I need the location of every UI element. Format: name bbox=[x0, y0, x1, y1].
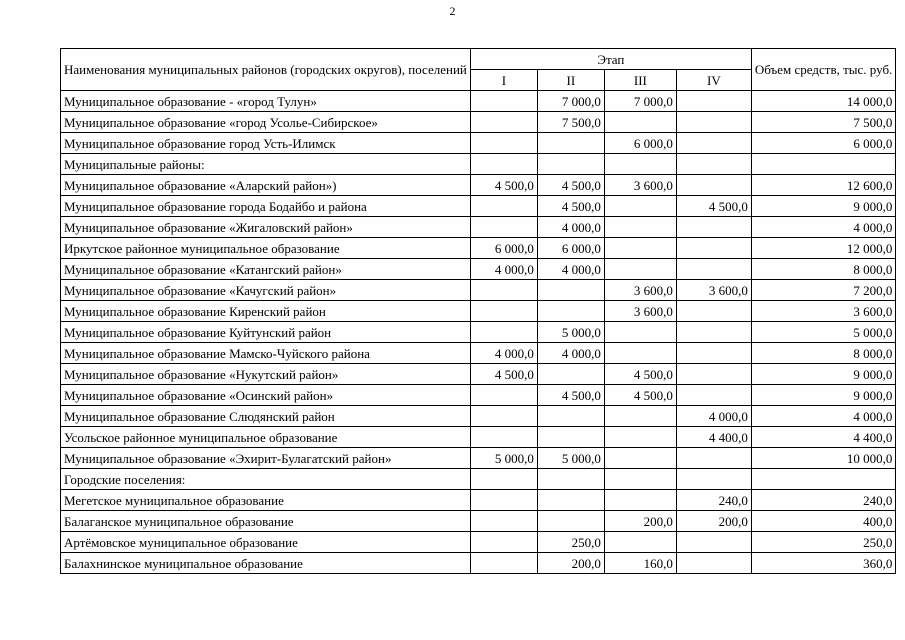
row-name-cell: Муниципальные районы: bbox=[61, 154, 471, 175]
header-stage-4: IV bbox=[676, 70, 751, 91]
stage-1-cell bbox=[470, 532, 537, 553]
stage-1-cell: 4 500,0 bbox=[470, 175, 537, 196]
page-number: 2 bbox=[449, 4, 456, 18]
stage-1-cell bbox=[470, 511, 537, 532]
table-row bbox=[61, 238, 896, 259]
table-row bbox=[61, 511, 896, 532]
stage-1-cell: 4 000,0 bbox=[470, 259, 537, 280]
stage-2-cell: 6 000,0 bbox=[537, 238, 604, 259]
stage-4-cell bbox=[676, 112, 751, 133]
stage-4-cell: 4 400,0 bbox=[676, 427, 751, 448]
stage-4-cell bbox=[676, 322, 751, 343]
row-name-cell: Муниципальное образование города Бодайбо и района bbox=[61, 196, 471, 217]
table-row bbox=[61, 91, 896, 112]
table-row bbox=[61, 469, 896, 490]
stage-3-cell bbox=[604, 238, 676, 259]
stage-3-cell bbox=[604, 448, 676, 469]
stage-2-cell bbox=[537, 511, 604, 532]
stage-2-cell: 4 000,0 bbox=[537, 217, 604, 238]
row-name-cell: Балахнинское муниципальное образование bbox=[61, 553, 471, 574]
stage-3-cell bbox=[604, 196, 676, 217]
row-name-cell: Муниципальное образование «Осинский район» bbox=[61, 385, 471, 406]
stage-4-cell bbox=[676, 448, 751, 469]
stage-2-cell bbox=[537, 301, 604, 322]
total-cell: 360,0 bbox=[751, 553, 895, 574]
table-row bbox=[61, 322, 896, 343]
stage-1-cell bbox=[470, 217, 537, 238]
stage-1-cell bbox=[470, 112, 537, 133]
total-cell: 9 000,0 bbox=[751, 196, 895, 217]
stage-4-cell: 240,0 bbox=[676, 490, 751, 511]
stage-4-cell bbox=[676, 385, 751, 406]
stage-4-cell: 4 500,0 bbox=[676, 196, 751, 217]
header-name: Наименования муниципальных районов (городских округов), поселений bbox=[61, 49, 471, 91]
table-row bbox=[61, 301, 896, 322]
stage-2-cell bbox=[537, 490, 604, 511]
total-cell: 9 000,0 bbox=[751, 385, 895, 406]
table-row bbox=[61, 259, 896, 280]
row-name-cell: Муниципальное образование Слюдянский район bbox=[61, 406, 471, 427]
stage-4-cell bbox=[676, 469, 751, 490]
row-name-cell: Муниципальное образование «город Усолье-Сибирское» bbox=[61, 112, 471, 133]
budget-table bbox=[60, 48, 896, 574]
stage-2-cell: 7 000,0 bbox=[537, 91, 604, 112]
total-cell: 7 500,0 bbox=[751, 112, 895, 133]
stage-3-cell: 4 500,0 bbox=[604, 364, 676, 385]
header-stage-1: I bbox=[470, 70, 537, 91]
stage-1-cell bbox=[470, 196, 537, 217]
stage-4-cell: 3 600,0 bbox=[676, 280, 751, 301]
total-cell: 8 000,0 bbox=[751, 343, 895, 364]
stage-4-cell: 200,0 bbox=[676, 511, 751, 532]
stage-4-cell bbox=[676, 133, 751, 154]
total-cell: 240,0 bbox=[751, 490, 895, 511]
table-row bbox=[61, 343, 896, 364]
header-volume: Объем средств, тыс. руб. bbox=[751, 49, 895, 91]
table-row bbox=[61, 385, 896, 406]
row-name-cell: Муниципальное образование «Эхирит-Булагатский район» bbox=[61, 448, 471, 469]
stage-3-cell: 3 600,0 bbox=[604, 301, 676, 322]
stage-4-cell bbox=[676, 175, 751, 196]
stage-4-cell: 4 000,0 bbox=[676, 406, 751, 427]
stage-3-cell: 200,0 bbox=[604, 511, 676, 532]
total-cell: 4 000,0 bbox=[751, 406, 895, 427]
table-row bbox=[61, 133, 896, 154]
table-row bbox=[61, 532, 896, 553]
stage-4-cell bbox=[676, 154, 751, 175]
stage-1-cell bbox=[470, 406, 537, 427]
row-name-cell: Муниципальное образование «Жигаловский район» bbox=[61, 217, 471, 238]
header-stage-3: III bbox=[604, 70, 676, 91]
row-name-cell: Муниципальное образование «Катангский район» bbox=[61, 259, 471, 280]
stage-2-cell: 7 500,0 bbox=[537, 112, 604, 133]
stage-3-cell bbox=[604, 154, 676, 175]
table-row bbox=[61, 553, 896, 574]
table-row bbox=[61, 196, 896, 217]
stage-1-cell: 6 000,0 bbox=[470, 238, 537, 259]
stage-1-cell bbox=[470, 553, 537, 574]
total-cell: 14 000,0 bbox=[751, 91, 895, 112]
stage-3-cell bbox=[604, 259, 676, 280]
row-name-cell: Иркутское районное муниципальное образование bbox=[61, 238, 471, 259]
row-name-cell: Муниципальное образование «Аларский район») bbox=[61, 175, 471, 196]
table-row bbox=[61, 427, 896, 448]
row-name-cell: Муниципальное образование «Нукутский район» bbox=[61, 364, 471, 385]
table-row bbox=[61, 217, 896, 238]
stage-1-cell: 5 000,0 bbox=[470, 448, 537, 469]
stage-3-cell: 4 500,0 bbox=[604, 385, 676, 406]
row-name-cell: Муниципальное образование Мамско-Чуйского района bbox=[61, 343, 471, 364]
stage-3-cell: 6 000,0 bbox=[604, 133, 676, 154]
total-cell: 6 000,0 bbox=[751, 133, 895, 154]
stage-2-cell: 4 500,0 bbox=[537, 196, 604, 217]
total-cell: 4 400,0 bbox=[751, 427, 895, 448]
row-name-cell: Муниципальное образование Куйтунский район bbox=[61, 322, 471, 343]
stage-4-cell bbox=[676, 343, 751, 364]
stage-4-cell bbox=[676, 238, 751, 259]
total-cell: 10 000,0 bbox=[751, 448, 895, 469]
stage-2-cell bbox=[537, 280, 604, 301]
total-cell: 12 600,0 bbox=[751, 175, 895, 196]
total-cell: 9 000,0 bbox=[751, 364, 895, 385]
stage-1-cell bbox=[470, 154, 537, 175]
table-row bbox=[61, 448, 896, 469]
stage-2-cell bbox=[537, 364, 604, 385]
stage-3-cell bbox=[604, 217, 676, 238]
stage-1-cell bbox=[470, 490, 537, 511]
stage-3-cell bbox=[604, 469, 676, 490]
table-row bbox=[61, 364, 896, 385]
stage-2-cell: 200,0 bbox=[537, 553, 604, 574]
row-name-cell: Муниципальное образование город Усть-Илимск bbox=[61, 133, 471, 154]
total-cell: 5 000,0 bbox=[751, 322, 895, 343]
stage-1-cell: 4 000,0 bbox=[470, 343, 537, 364]
stage-4-cell bbox=[676, 553, 751, 574]
stage-2-cell bbox=[537, 133, 604, 154]
stage-3-cell: 3 600,0 bbox=[604, 280, 676, 301]
row-name-cell: Городские поселения: bbox=[61, 469, 471, 490]
stage-2-cell: 4 500,0 bbox=[537, 175, 604, 196]
table-row bbox=[61, 112, 896, 133]
stage-1-cell: 4 500,0 bbox=[470, 364, 537, 385]
header-stage: Этап bbox=[470, 49, 751, 70]
stage-2-cell bbox=[537, 154, 604, 175]
total-cell bbox=[751, 154, 895, 175]
stage-2-cell: 5 000,0 bbox=[537, 448, 604, 469]
row-name-cell: Муниципальное образование «Качугский район» bbox=[61, 280, 471, 301]
stage-3-cell: 7 000,0 bbox=[604, 91, 676, 112]
stage-3-cell bbox=[604, 427, 676, 448]
stage-4-cell bbox=[676, 301, 751, 322]
stage-3-cell bbox=[604, 406, 676, 427]
stage-1-cell bbox=[470, 469, 537, 490]
total-cell: 250,0 bbox=[751, 532, 895, 553]
table-row bbox=[61, 154, 896, 175]
stage-2-cell bbox=[537, 406, 604, 427]
stage-2-cell bbox=[537, 469, 604, 490]
table-row bbox=[61, 280, 896, 301]
stage-3-cell bbox=[604, 343, 676, 364]
stage-4-cell bbox=[676, 532, 751, 553]
stage-1-cell bbox=[470, 133, 537, 154]
stage-2-cell: 4 000,0 bbox=[537, 259, 604, 280]
total-cell: 4 000,0 bbox=[751, 217, 895, 238]
stage-4-cell bbox=[676, 259, 751, 280]
stage-1-cell bbox=[470, 385, 537, 406]
row-name-cell: Балаганское муниципальное образование bbox=[61, 511, 471, 532]
row-name-cell: Артёмовское муниципальное образование bbox=[61, 532, 471, 553]
stage-2-cell: 5 000,0 bbox=[537, 322, 604, 343]
stage-3-cell bbox=[604, 532, 676, 553]
stage-2-cell: 4 000,0 bbox=[537, 343, 604, 364]
stage-4-cell bbox=[676, 91, 751, 112]
stage-2-cell: 250,0 bbox=[537, 532, 604, 553]
stage-2-cell: 4 500,0 bbox=[537, 385, 604, 406]
total-cell: 400,0 bbox=[751, 511, 895, 532]
stage-3-cell: 160,0 bbox=[604, 553, 676, 574]
table-body bbox=[61, 91, 896, 574]
row-name-cell: Мегетское муниципальное образование bbox=[61, 490, 471, 511]
stage-3-cell bbox=[604, 112, 676, 133]
total-cell: 7 200,0 bbox=[751, 280, 895, 301]
table-row bbox=[61, 490, 896, 511]
stage-1-cell bbox=[470, 427, 537, 448]
stage-4-cell bbox=[676, 217, 751, 238]
stage-1-cell bbox=[470, 91, 537, 112]
header-stage-2: II bbox=[537, 70, 604, 91]
row-name-cell: Муниципальное образование - «город Тулун» bbox=[61, 91, 471, 112]
row-name-cell: Муниципальное образование Киренский район bbox=[61, 301, 471, 322]
total-cell bbox=[751, 469, 895, 490]
total-cell: 12 000,0 bbox=[751, 238, 895, 259]
stage-3-cell bbox=[604, 322, 676, 343]
row-name-cell: Усольское районное муниципальное образование bbox=[61, 427, 471, 448]
stage-1-cell bbox=[470, 301, 537, 322]
stage-1-cell bbox=[470, 322, 537, 343]
table-row bbox=[61, 406, 896, 427]
stage-3-cell: 3 600,0 bbox=[604, 175, 676, 196]
total-cell: 3 600,0 bbox=[751, 301, 895, 322]
stage-4-cell bbox=[676, 364, 751, 385]
total-cell: 8 000,0 bbox=[751, 259, 895, 280]
stage-1-cell bbox=[470, 280, 537, 301]
table-row bbox=[61, 175, 896, 196]
stage-2-cell bbox=[537, 427, 604, 448]
stage-3-cell bbox=[604, 490, 676, 511]
